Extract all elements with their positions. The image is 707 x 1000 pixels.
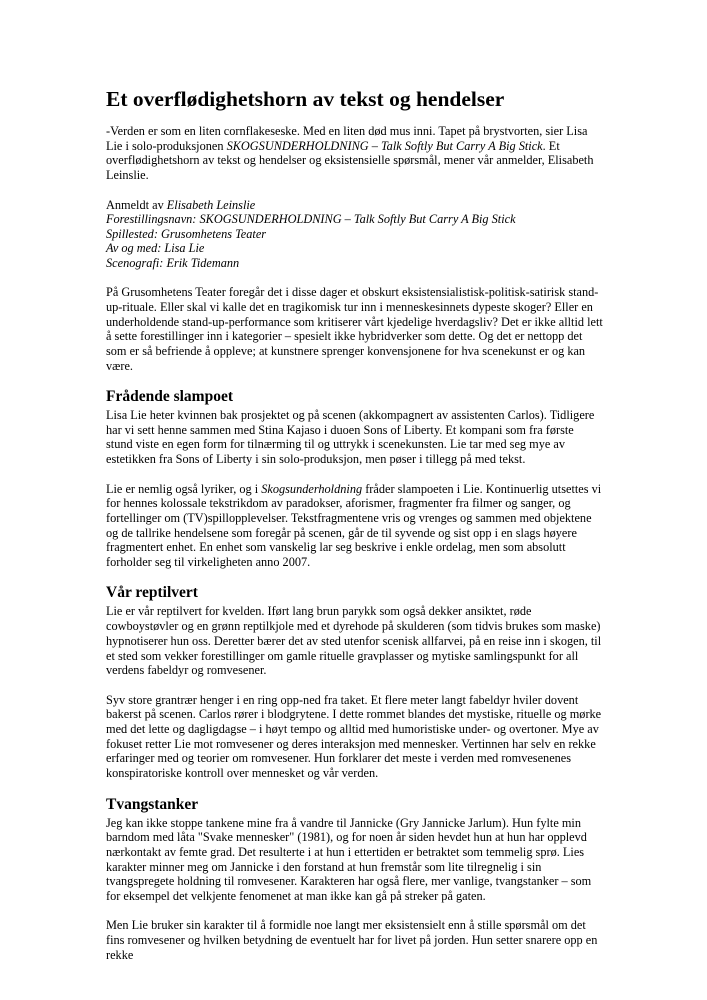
lead-paragraph: På Grusomhetens Teater foregår det i disse dager et obskurt eksistensialistisk-politisk-satirisk stand-up-rituale. Eller skal vi kalle det en tragikomisk tur inn i menneskesinnets dypeste skoger? Eller en underholdende stand-up-performance som kritiserer vårt kjedelige hverdagsliv? Det er ikke alltid lett å sette forestillinger inn i kategorier – spesielt ikke hybridverker som dette. Og det er nettopp det som er så befriende å oppleve; at kunstnere sprenger konvensjonene for hva scenekunst er og kan være.: [106, 285, 603, 373]
paragraph: Jeg kan ikke stoppe tankene mine fra å vandre til Jannicke (Gry Jannicke Jarlum). Hun fylte min barndom med låta "Svake mennesker" (1981), og for noen år siden hevdet hun at hun har opplevd nærkontakt av femte grad. Det resulterte i at hun i ettertiden er betraktet som temmelig sprø. Lies karakter minner meg om Jannicke i den forstand at hun fremstår som lite tilregnelig i sin tvangspregete holdning til romvesener. Karakteren har også flere, mer vanlige, tvangstanker – som for eksempel det velkjente fenomenet at man ikke kan gå på streker på gaten.: [106, 815, 592, 904]
section-heading-fradende-slampoet: Frådende slampoet: [106, 388, 234, 406]
paragraph: Lie er nemlig også lyriker, og i Skogsunderholdning fråder slampoeten i Lie. Kontinuerlig utsettes vi for hennes kolossale tekstrikdom av paradokser, aforismer, fragmenter fra filmer og sanger, og fortellinger om (TV)spillopplevelser. Tekstfragmentene vris og vrenges og sammen med objektene og de tallrike hendelsene som foregår på scenen, går de til syvende og sist opp i en slags høyere fragmentert enhet. En enhet som vanskelig lar seg beskrive i enkle ordelag, men som absolutt forholder seg til virkeligheten anno 2007.: [106, 481, 602, 570]
paragraph: Men Lie bruker sin karakter til å formidle noe langt mer eksistensielt enn å stille spørsmål om det fins romvesener og hvilken betydning de eventuelt har for livet på jorden. Hun setter snarere opp en rekke: [106, 918, 598, 962]
section-heading-var-reptilvert: Vår reptilvert: [106, 584, 198, 602]
credit-production-name: Forestillingsnavn: SKOGSUNDERHOLDNING – Talk Softly But Carry A Big Stick: [106, 212, 516, 227]
article-title: Et overflødighetshorn av tekst og hendelser: [106, 87, 505, 111]
credit-reviewer: Anmeldt av Elisabeth Leinslie: [106, 197, 256, 212]
paragraph: Syv store grantrær henger i en ring opp-ned fra taket. Et flere meter langt fabeldyr hviler dovent bakerst på scenen. Carlos rører i blodgrytene. I dette rommet blandes det mystiske, rituelle og mørke med det lette og dagligdagse – i høyt tempo og alltid med humoristiske under- og overtoner. Mye av fokuset retter Lie mot romvesener og deres interaksjon med mennesker. Vertinnen har selv en rekke erfaringer med og teorier om romvesener. Hun forklarer det meste i verden med romvesenenes konspiratoriske kontroll over mennesket og vår verden.: [106, 692, 602, 781]
credit-venue: Spillested: Grusomhetens Teater: [106, 226, 267, 241]
paragraph: Lisa Lie heter kvinnen bak prosjektet og på scenen (akkompagnert av assistenten Carlos). Tidligere har vi sett henne sammen med Stina Kajaso i duoen Sons of Liberty. Et kompani som fra første stund viste en egen form for tilnærming til og uttrykk i scenekunsten. Lie tar med seg mye av estetikken fra Sons of Liberty i sin solo-produksjon, men pøser i tillegg på med tekst.: [106, 408, 595, 467]
credit-scenography: Scenografi: Erik Tidemann: [106, 255, 240, 270]
section-heading-tvangstanker: Tvangstanker: [106, 795, 199, 813]
paragraph: Lie er vår reptilvert for kvelden. Iført lang brun parykk som også dekker ansiktet, røde cowboystøvler og en grønn reptilkjole med et dyrehode på skulderen (som tidvis brukes som maske) hypnotiserer hun oss. Deretter bærer det av sted utenfor scenisk allfarvei, på en reise inn i skogen, til et sted som vekker forestillinger om gamle rituelle gravplasser og mytiske samlingspunkt for all verdens fabeldyr og romvesener.: [106, 604, 602, 678]
intro-paragraph: -Verden er som en liten cornflakeseske. Med en liten død mus inni. Tapet på brystvorten, sier Lisa Lie i solo-produksjonen SKOGSUNDERHOLDNING – Talk Softly But Carry A Big Stick. Et overflødighetshorn av tekst og hendelser og eksistensielle spørsmål, mener vår anmelder, Elisabeth Leinslie.: [106, 124, 594, 183]
credits-block: [106, 198, 603, 271]
credit-by-and-with: Av og med: Lisa Lie: [106, 241, 205, 256]
